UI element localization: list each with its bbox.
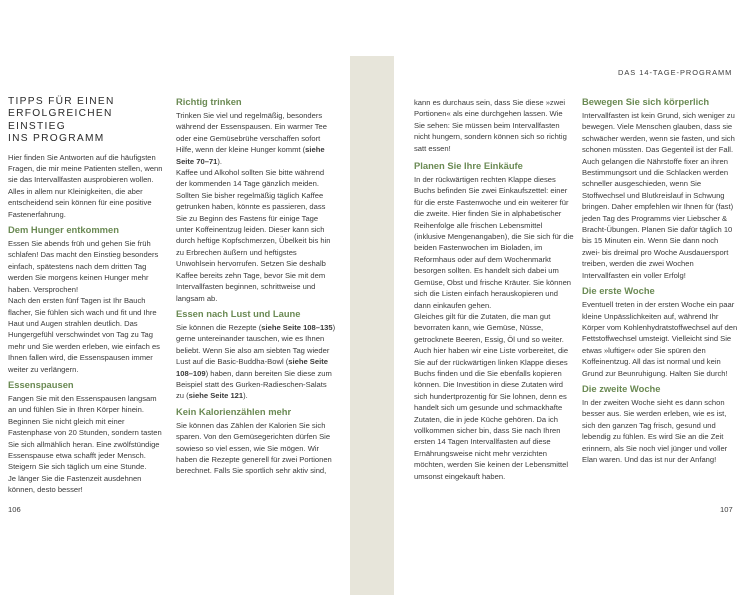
text-span: Sie können die Rezepte ( [176,322,262,332]
paragraph-trinken [176,110,336,167]
text-span: Trinken Sie viel und regelmäßig, besonders während der Essenspausen. Ein warmer Tee oder eine Gemüsebrühe verschaffen sofort Hilfe, wenn der kleine Hunger kommt ( [176,111,327,155]
paragraph-bewegen: Intervallfasten ist kein Grund, sich weniger zu bewegen. Viele Menschen glauben, dass sie schwächer werden, wenn sie fasten, und sich schonen müssten. Das Gegenteil ist der Fall. Auch gelangen die Nährstoffe fixer an ihren Bestimmungsort und die Schlacken werden schneller ausgeschieden, wenn Sie Stoffwechsel und Blutkreislauf in Schwung bringen. Daher empfehlen wir Ihnen für (fast) jeden Tag des Programms vier Liebscher & Bracht-Übungen. Planen Sie dafür täglich 10 bis 15 Minuten ein. Wenn Sie dann noch zwei- bis dreimal pro Woche Ausdauersport treiben, werden die zwei Wochen Intervallfasten ein voller Erfolg! [582,111,735,280]
paragraph-zweite-woche: In der zweiten Woche sieht es dann schon besser aus. Sie werden erleben, wie es ist, sich den ganzen Tag frisch, gesund und lebendig zu fühlen. Es wird Sie an die Zeit erinnern, als Sie noch viel jünger und voller Elan waren. Und das ist nur der Anfang! [582,397,728,464]
heading-essenspausen: Essenspausen [8,378,74,390]
heading-erste-woche: Die erste Woche [582,285,655,297]
column-3 [414,97,574,482]
gutter-strip [350,56,394,595]
title-line-1: TIPPS FÜR EINEN [8,96,115,107]
page-reference: siehe Seite 108–135 [261,322,333,332]
title-line-3: INS PROGRAMM [8,133,105,145]
column-2 [176,96,336,477]
page-reference: siehe Seite 108–109 [176,357,328,378]
paragraph-hunger-2: Nach den ersten fünf Tagen ist Ihr Bauch flacher, Sie fühlen sich wach und fit und Ihre Haut und Augen strahlen deutlich. Das Hungergefühl verschwindet von Tag zu Tag mehr und Sie werden erleben, wie einfach es Ihnen fallen wird, die Essenspausen immer weiter zu verlängern. [8,296,160,374]
paragraph-essenspausen: Fangen Sie mit den Essenspausen langsam an und fühlen Sie in Ihren Körper hinein. Beginnen Sie nicht gleich mit einer Fastenphase von 20 Stunden, sondern tasten Sie sich allmählich heran. Eine zwölfstündige Essenspause etwa schafft jeder Mensch. Steigern Sie sich täglich um eine Stunde. [8,393,162,472]
heading-dem-hunger-entkommen: Dem Hunger entkommen [8,224,119,236]
heading-essen-nach-lust: Essen nach Lust und Laune [176,307,301,319]
page-number-right: 107 [720,505,733,514]
intro-paragraph: Hier finden Sie Antworten auf die häufigsten Fragen, die mir meine Patienten stellen, wenn sie das Intervallfasten ausprobieren wollen. Alles in allem nur Kleinigkeiten, die aber entscheidend sein können für eine positive Fastenerfahrung. [8,152,163,219]
paragraph-erste-woche: Eventuell treten in der ersten Woche ein paar kleine Unpässlichkeiten auf, während Ihr Körper vom Kohlenhydratstoffwechsel auf den Fettstoffwechsel umsteigt. Vielleicht sind Sie etwas »luftiger« oder Sie spüren den Koffeinentzug. All das ist normal und kein Grund zur Beunruhigung. Halten Sie durch! [582,300,738,378]
title-line-2: ERFOLGREICHEN EINSTIEG [8,108,113,132]
heading-zweite-woche: Die zweite Woche [582,382,661,394]
text-span: ) haben, dann bereiten Sie diese zum Beispiel statt des Gurken-Radieschen-Salats zu ( [176,368,332,401]
page-reference: siehe Seite 121 [188,391,244,401]
column-4 [582,96,738,465]
paragraph-continued: kann es durchaus sein, dass Sie diese »zwei Portionen« als eine durchgehen lassen. Wie Sie sehen: Sie müssen beim Intervallfasten nicht hungern, sondern können sich so richtig satt essen! [414,98,567,153]
heading-richtig-trinken: Richtig trinken [176,96,242,107]
section-title [8,96,166,146]
paragraph-einkauf-2: Gleiches gilt für die Zutaten, die man gut bevorraten kann, wie Gemüse, Nüsse, getrocknete Beeren, Essig, Öl und so weiter. Auch hier haben wir eine Liste vorbereitet, die Sie auf der rückwärtigen linken Klappe dieses Buchs finden und die Sie ebenfalls kopieren können. Die Investition in diese Zutaten wird sich hundertprozentig für Sie lohnen, denn es handelt sich um gesunde und schmackhafte Zutaten, die in jede Küche gehören. Da ich vollkommen sicher bin, dass Sie nach Ihren ersten 14 Tagen Intervallfasten auf diese Ernährungsweise nicht mehr verzichten möchten, werden Sie keinen der Lebensmittel umsonst eingekauft haben. [414,311,569,481]
text-span: ) gerne untereinander tauschen, wie es Ihnen beliebt. Wenn Sie also am siebten Tag wieder Lust auf die Basic-Buddha-Bowl ( [176,322,336,367]
running-title: DAS 14-TAGE-PROGRAMM [618,68,733,77]
text-span: ). [243,391,248,401]
paragraph-kalorien: Sie können das Zählen der Kalorien Sie sich sparen. Von den Gemüsegerichten dürfen Sie sowieso so viel essen, wie Sie mögen. Wir haben die Rezepte generell für zwei Portionen berechnet. Falls Sie sportlich sehr aktiv sind, [176,420,332,476]
column-1 [8,96,166,496]
heading-bewegen: Bewegen Sie sich körperlich [582,96,710,107]
paragraph-einkauf: In der rückwärtigen rechten Klappe dieses Buchs befinden Sie zwei Einkaufszettel: einer für die erste Fastenwoche und ein weiterer für die zweite. Hier finden Sie in alphabetischer Reihenfolge alle frischen Lebensmittel (inklusive Mengenangaben), die Sie sich für die beiden Fastenwochen im Bioladen, im Reformhaus oder auf dem Wochenmarkt besorgen sollten. Es handelt sich dabei um Gemüse, Obst und frische Kräuter. Sie können sich die Listen einfach herauskopieren und dann einkaufen gehen. [414,175,574,310]
page-reference: siehe Seite 70–71 [176,145,325,166]
heading-kalorien: Kein Kalorienzählen mehr [176,405,292,417]
paragraph-hunger: Essen Sie abends früh und gehen Sie früh schlafen! Das macht den Einstieg besonders einfach, spätestens nach dem dritten Tag werden Sie morgens keinen Hunger mehr haben. Versprochen! [8,239,159,294]
page-number-left: 106 [8,505,21,514]
text-span: ). [217,156,223,166]
paragraph-kaffee: Kaffee und Alkohol sollten Sie bitte während der kommenden 14 Tage gänzlich meiden. Sollten Sie bisher regelmäßig täglich Kaffee getrunken haben, könnte es passieren, dass Sie zu Beginn des Fastens für einige Tage unter Koffeinentzug leiden. Dieser kann sich durch heftige Kopfschmerzen, Übelkeit bis hin zu Erbrechen äußern und heftigstes Unwohlsein hervorrufen. Setzen Sie deshalb Kaffee bereits zehn Tage, bevor Sie mit dem Intervallfasten beginnen, schrittweise und langsam ab. [176,168,331,303]
paragraph-lust [176,322,336,402]
paragraph-essenspausen-2: Je länger Sie die Fastenzeit ausdehnen können, desto besser! [8,473,142,495]
heading-einkaeufe: Planen Sie Ihre Einkäufe [414,160,523,172]
